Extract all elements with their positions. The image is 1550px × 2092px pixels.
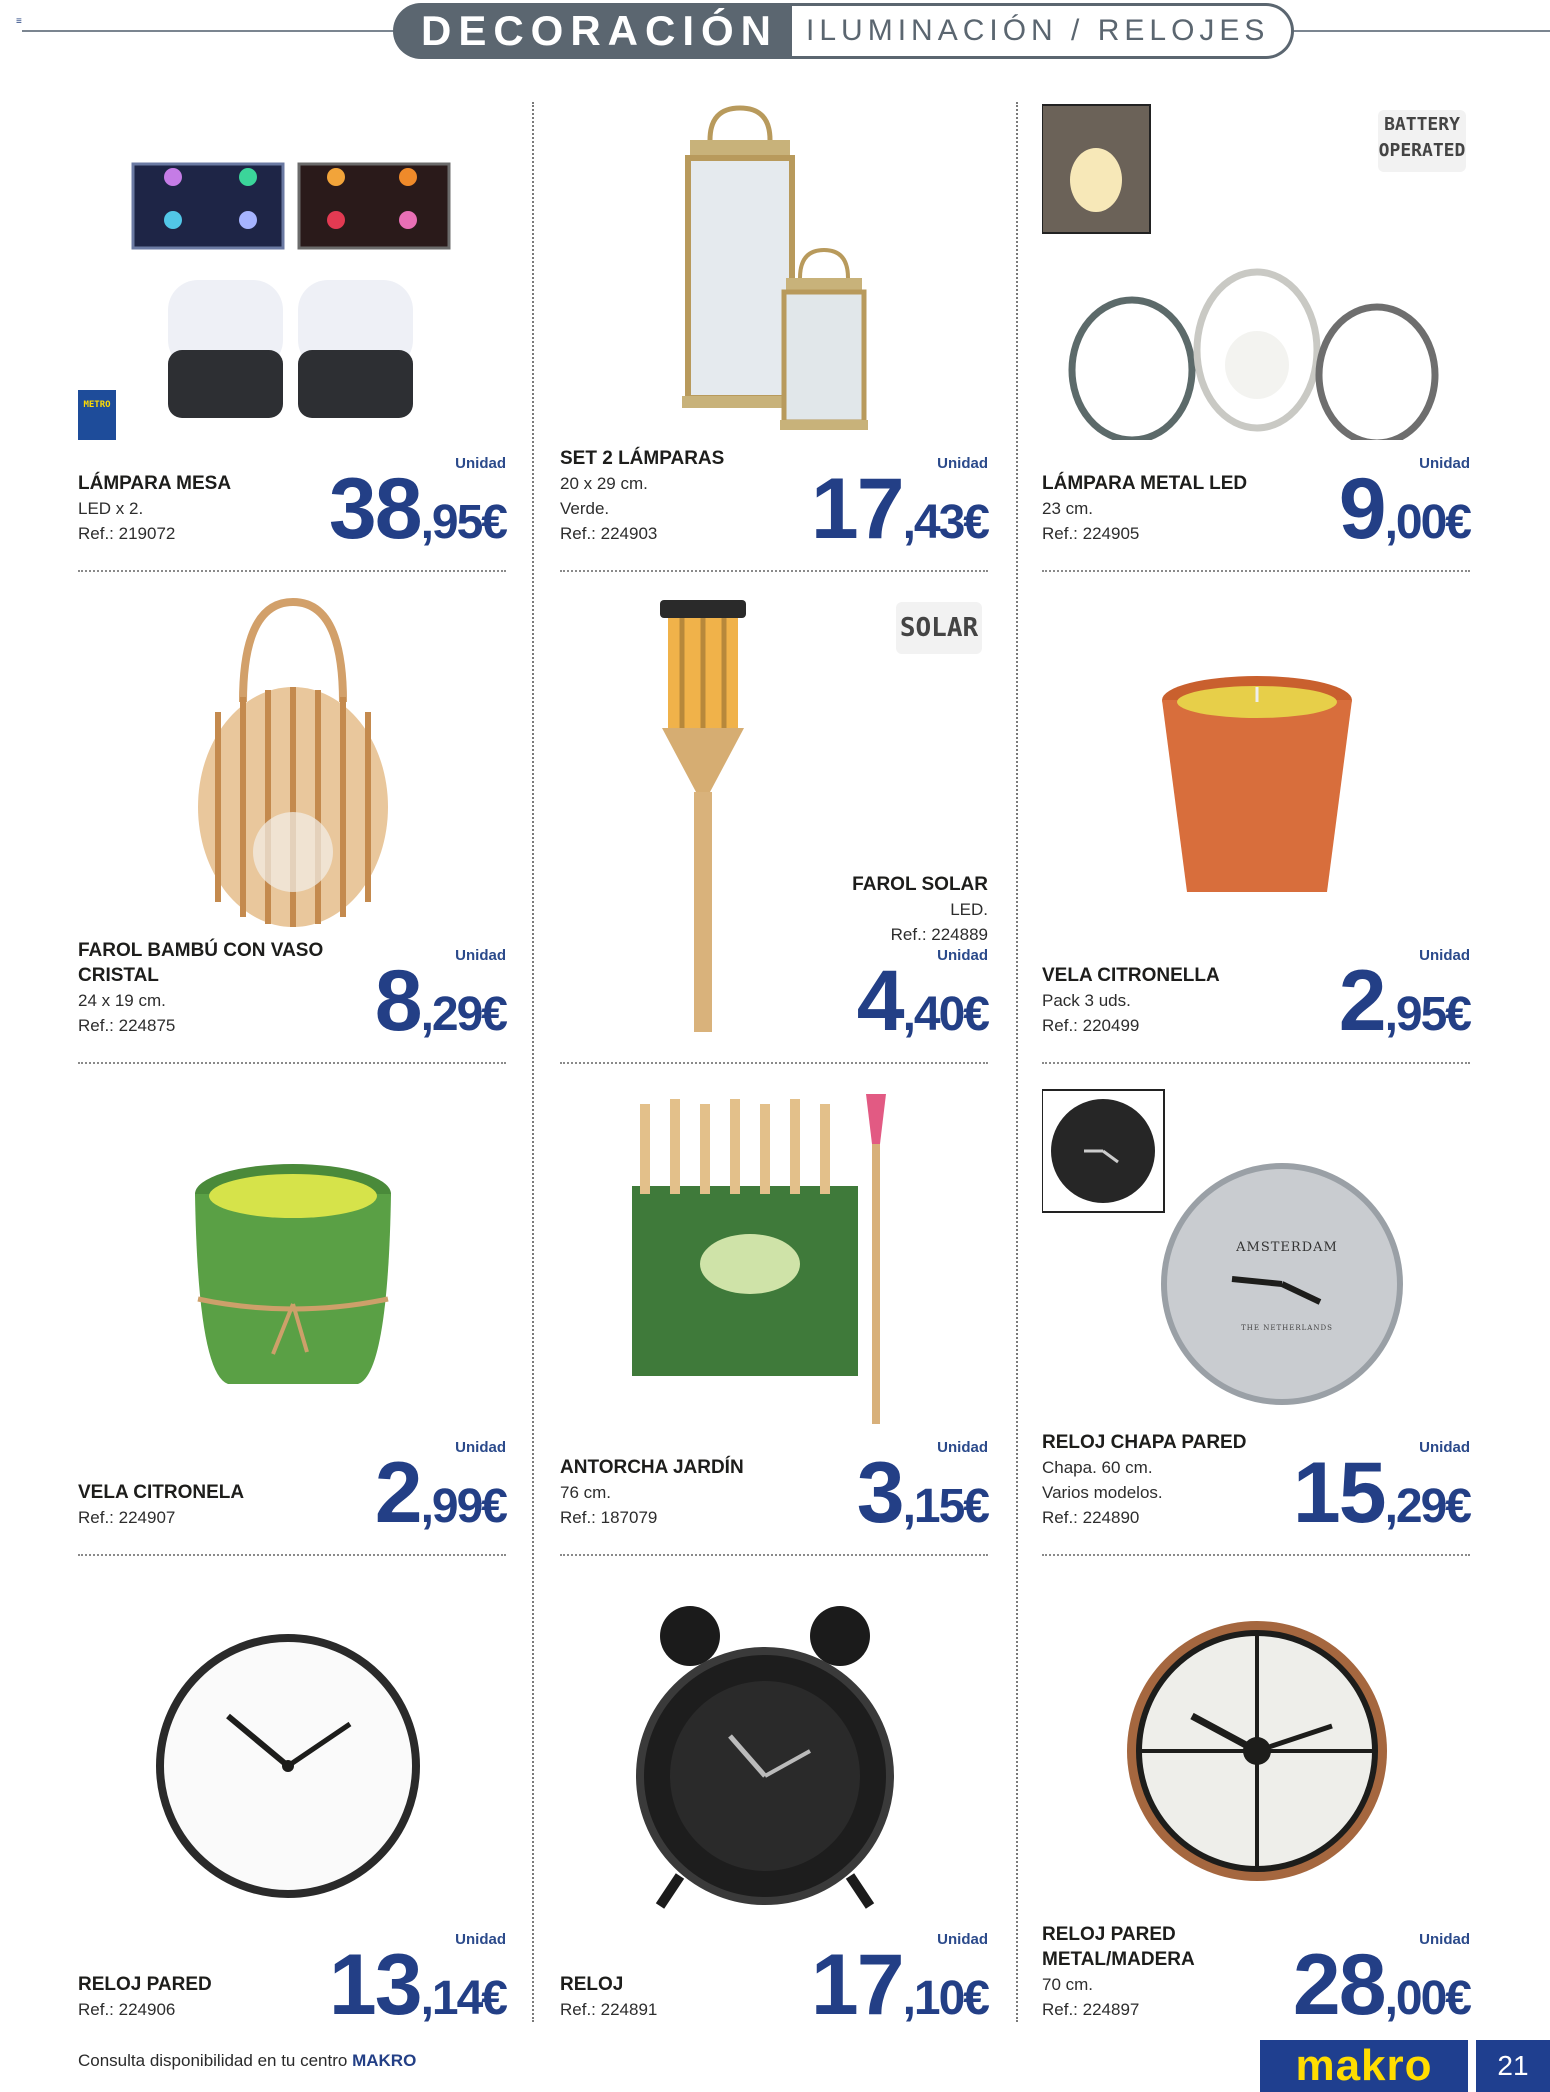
price-currency: € — [1445, 1480, 1470, 1533]
price-currency: € — [481, 496, 506, 549]
product-card-farol-bambu[interactable] — [78, 592, 506, 1062]
clock-face-label: AMSTERDAM — [1236, 1240, 1338, 1255]
price-currency: € — [1445, 496, 1470, 549]
product-card-antorcha-jardin[interactable] — [560, 1084, 988, 1554]
price-integer: 13 — [328, 1937, 421, 2033]
product-detail: 20 x 29 cm. — [560, 474, 648, 493]
availability-note-brand: MAKRO — [352, 2051, 417, 2070]
price-integer: 8 — [374, 953, 421, 1049]
product-description — [560, 1455, 800, 1530]
row-divider — [78, 570, 506, 572]
product-detail: Varios modelos. — [1042, 1483, 1163, 1502]
product-detail: LED. — [950, 900, 988, 919]
product-card-reloj-pared-metal-madera[interactable] — [1042, 1576, 1470, 2046]
menu-icon[interactable]: ≡ — [16, 16, 22, 27]
price-integer: 15 — [1292, 1445, 1385, 1541]
product-ref: Ref.: 220499 — [1042, 1016, 1140, 1035]
header-tabs — [393, 3, 1294, 59]
price-integer: 28 — [1292, 1937, 1385, 2033]
price-decimal: ,29 — [1384, 1480, 1446, 1533]
unit-label: Unidad — [1419, 1439, 1470, 1456]
row-divider — [78, 1554, 506, 1556]
price-box — [810, 1931, 988, 2033]
price-integer: 2 — [1338, 953, 1385, 1049]
metro-badge: METRO — [83, 400, 111, 410]
product-name: RELOJ CHAPA PARED — [1042, 1432, 1247, 1453]
product-ref: Ref.: 224903 — [560, 524, 658, 543]
antorcha-jardin-image — [560, 1084, 988, 1424]
product-detail: 70 cm. — [1042, 1975, 1094, 1994]
clock-face-sublabel: THE NETHERLANDS — [1241, 1324, 1333, 1332]
unit-label: Unidad — [937, 1439, 988, 1456]
price-currency: € — [963, 496, 988, 549]
product-detail: 23 cm. — [1042, 499, 1094, 518]
product-card-lampara-metal-led[interactable] — [1042, 100, 1470, 570]
column-divider — [1016, 102, 1018, 2022]
farol-bambu-image — [78, 592, 506, 932]
product-name: VELA CITRONELA — [78, 1482, 245, 1503]
vela-citronela-image — [78, 1084, 506, 1424]
product-ref: Ref.: 224906 — [78, 2000, 176, 2019]
price-box — [1292, 1931, 1470, 2033]
price-decimal: ,00 — [1384, 496, 1446, 549]
unit-label: Unidad — [455, 1931, 506, 1948]
product-detail: Chapa. 60 cm. — [1042, 1458, 1153, 1477]
product-ref: Ref.: 187079 — [560, 1508, 658, 1527]
price-box — [328, 455, 506, 557]
product-description — [1042, 1922, 1282, 2022]
price-decimal: ,95 — [1384, 988, 1446, 1041]
row-divider — [1042, 570, 1470, 572]
unit-label: Unidad — [1419, 455, 1470, 472]
price-currency: € — [963, 988, 988, 1041]
product-description — [78, 1972, 318, 2022]
product-ref: Ref.: 224890 — [1042, 1508, 1140, 1527]
solar-badge: SOLAR — [896, 602, 982, 654]
price-box — [856, 947, 988, 1049]
product-name: SET 2 LÁMPARAS — [560, 448, 725, 469]
price-decimal: ,43 — [902, 496, 964, 549]
price-decimal: ,14 — [420, 1972, 482, 2025]
product-name: LÁMPARA MESA — [78, 473, 232, 494]
product-name: FAROL BAMBÚ CON VASO CRISTAL — [78, 940, 324, 986]
price-decimal: ,40 — [902, 988, 964, 1041]
product-detail: LED x 2. — [78, 499, 144, 518]
product-card-set-2-lamparas[interactable] — [560, 100, 988, 570]
product-card-farol-solar[interactable] — [560, 592, 988, 1062]
product-name: ANTORCHA JARDÍN — [560, 1457, 744, 1478]
price-currency: € — [481, 1972, 506, 2025]
unit-label: Unidad — [937, 455, 988, 472]
price-integer: 17 — [810, 461, 903, 557]
price-box — [374, 1439, 506, 1541]
set-lamparas-image — [560, 100, 988, 440]
price-integer: 4 — [856, 953, 903, 1049]
section-tab[interactable]: DECORACIÓN — [393, 3, 792, 59]
vela-citronella-image — [1042, 592, 1470, 932]
lampara-mesa-image — [78, 100, 506, 440]
product-ref: Ref.: 224907 — [78, 1508, 176, 1527]
subsection-tab[interactable]: ILUMINACIÓN / RELOJES — [792, 3, 1294, 59]
price-box — [374, 947, 506, 1049]
price-currency: € — [481, 988, 506, 1041]
row-divider — [560, 1062, 988, 1064]
product-ref: Ref.: 224875 — [78, 1016, 176, 1035]
unit-label: Unidad — [455, 1439, 506, 1456]
price-currency: € — [1445, 1972, 1470, 2025]
row-divider — [560, 1554, 988, 1556]
row-divider — [78, 1062, 506, 1064]
product-detail: 76 cm. — [560, 1483, 612, 1502]
product-description — [78, 938, 338, 1038]
product-card-reloj-pared[interactable] — [78, 1576, 506, 2046]
price-box — [328, 1931, 506, 2033]
price-box — [810, 455, 988, 557]
header-rule-left — [22, 30, 402, 32]
makro-logo-text: makro — [1295, 2041, 1433, 2090]
price-integer: 2 — [374, 1445, 421, 1541]
product-name: RELOJ PARED METAL/MADERA — [1042, 1924, 1195, 1970]
product-card-reloj[interactable] — [560, 1576, 988, 2046]
product-description — [788, 872, 988, 947]
product-ref: Ref.: 219072 — [78, 524, 176, 543]
unit-label: Unidad — [455, 455, 506, 472]
price-decimal: ,10 — [902, 1972, 964, 2025]
product-ref: Ref.: 224905 — [1042, 524, 1140, 543]
product-description — [78, 1480, 318, 1530]
unit-label: Unidad — [455, 947, 506, 964]
price-box — [1338, 947, 1470, 1049]
product-card-vela-citronela[interactable] — [78, 1084, 506, 1554]
price-box — [1338, 455, 1470, 557]
price-decimal: ,29 — [420, 988, 482, 1041]
reloj-despertador-image — [560, 1576, 988, 1916]
price-integer: 38 — [328, 461, 421, 557]
price-decimal: ,00 — [1384, 1972, 1446, 2025]
battery-operated-badge: BATTERY OPERATED — [1378, 110, 1466, 172]
price-currency: € — [963, 1972, 988, 2025]
price-currency: € — [481, 1480, 506, 1533]
unit-label: Unidad — [937, 1931, 988, 1948]
product-ref: Ref.: 224897 — [1042, 2000, 1140, 2019]
makro-logo[interactable] — [1260, 2040, 1468, 2092]
product-name: VELA CITRONELLA — [1042, 965, 1220, 986]
unit-label: Unidad — [1419, 947, 1470, 964]
price-currency: € — [963, 1480, 988, 1533]
price-decimal: ,99 — [420, 1480, 482, 1533]
product-ref: Ref.: 224891 — [560, 2000, 658, 2019]
product-description — [1042, 963, 1282, 1038]
row-divider — [1042, 1062, 1470, 1064]
product-ref: Ref.: 224889 — [890, 925, 988, 944]
product-name: LÁMPARA METAL LED — [1042, 473, 1248, 494]
product-description — [560, 1972, 800, 2022]
product-detail: 24 x 19 cm. — [78, 991, 166, 1010]
price-integer: 3 — [856, 1445, 903, 1541]
product-description — [78, 471, 298, 546]
product-name: RELOJ — [560, 1974, 624, 1995]
unit-label: Unidad — [1419, 1931, 1470, 1948]
row-divider — [560, 570, 988, 572]
product-detail: Verde. — [560, 499, 610, 518]
product-detail: Pack 3 uds. — [1042, 991, 1131, 1010]
product-card-vela-citronella[interactable] — [1042, 592, 1470, 1062]
product-description — [1042, 471, 1282, 546]
product-description — [1042, 1430, 1282, 1530]
price-box — [1292, 1439, 1470, 1541]
price-integer: 17 — [810, 1937, 903, 2033]
availability-note — [78, 2051, 416, 2071]
price-box — [856, 1439, 988, 1541]
unit-label: Unidad — [937, 947, 988, 964]
price-currency: € — [1445, 988, 1470, 1041]
price-decimal: ,15 — [902, 1480, 964, 1533]
product-card-lampara-mesa[interactable] — [78, 100, 506, 570]
product-name: FAROL SOLAR — [852, 874, 988, 895]
column-divider — [532, 102, 534, 2022]
product-card-reloj-chapa-pared[interactable] — [1042, 1084, 1470, 1554]
reloj-pared-image — [78, 1576, 506, 1916]
product-description — [560, 446, 800, 546]
row-divider — [1042, 1554, 1470, 1556]
price-integer: 9 — [1338, 461, 1385, 557]
product-name: RELOJ PARED — [78, 1974, 212, 1995]
page-number: 21 — [1476, 2040, 1550, 2092]
availability-note-text: Consulta disponibilidad en tu centro — [78, 2051, 348, 2070]
reloj-metal-madera-image — [1042, 1576, 1470, 1916]
price-decimal: ,95 — [420, 496, 482, 549]
